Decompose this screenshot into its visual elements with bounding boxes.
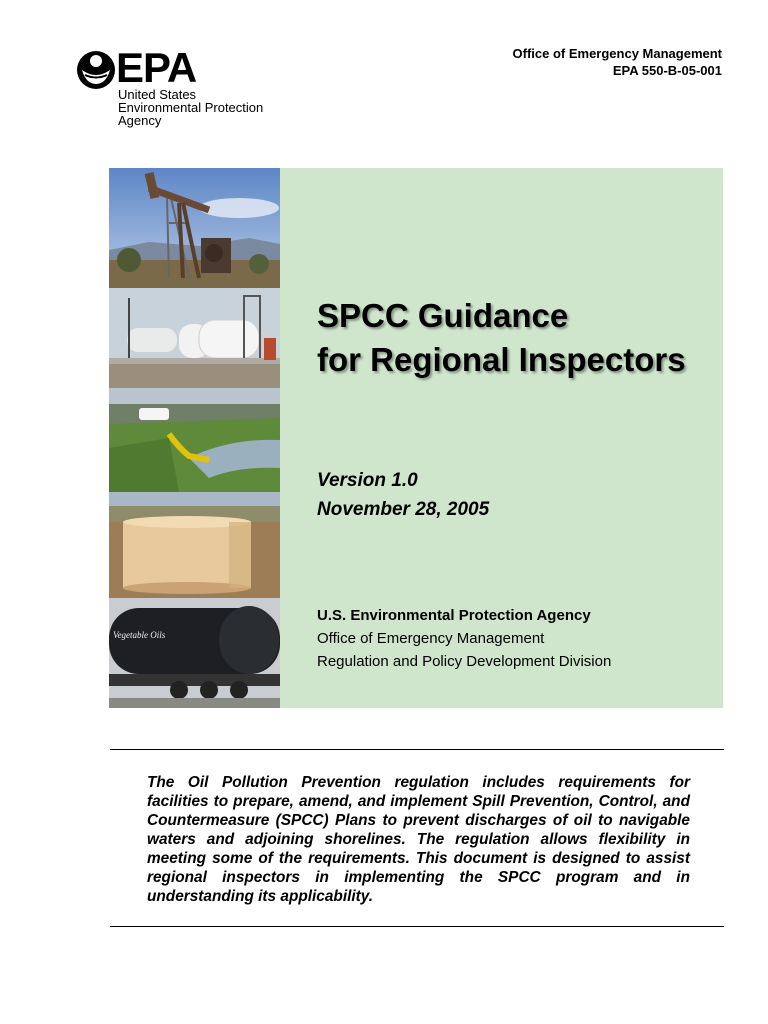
abstract-text: The Oil Pollution Prevention regulation includes requirements for facilities to prepare, amend, and implement Spill Prevention, Control, and Countermeasure (SPCC) Plans to prevent discharges of oil to navigable waters and adjoining shorelines. The regulation allows flexibility in meeting some of the requirements. This document is designed to assist regional inspectors in implementing the SPCC program and in understanding its applicability. (147, 774, 690, 905)
header-office: Office of Emergency Management (512, 46, 722, 61)
divider-bottom (110, 926, 724, 927)
divider-top (110, 749, 724, 750)
version-and-date (317, 466, 489, 524)
cover-panel (109, 168, 723, 708)
publisher-division: Regulation and Policy Development Division (317, 653, 612, 670)
photo-railcar (109, 598, 280, 708)
epa-logo (76, 44, 296, 130)
header-doc-number: EPA 550-B-05-001 (612, 63, 722, 78)
logo-wordmark: EPA (116, 44, 197, 91)
publisher-office: Office of Emergency Management (317, 630, 545, 647)
document-title: SPCC Guidance for Regional Inspectors (317, 297, 686, 378)
version-label: Version 1.0 (317, 470, 418, 491)
logo-agency-name: United States Environmental Protection Agency (118, 87, 264, 128)
publisher-block (317, 604, 611, 673)
railcar-label: Vegetable Oils (113, 630, 166, 640)
header-office-info (513, 45, 723, 79)
photo-storage-tanks (109, 288, 280, 388)
photo-tan-tank (109, 492, 280, 598)
photo-strip (109, 168, 280, 708)
publisher-agency: U.S. Environmental Protection Agency (317, 607, 591, 624)
epa-flower-icon (76, 50, 116, 90)
publication-date: November 28, 2005 (317, 499, 490, 520)
photo-pumpjack (109, 168, 280, 288)
photo-drainage-ditch (109, 388, 280, 492)
